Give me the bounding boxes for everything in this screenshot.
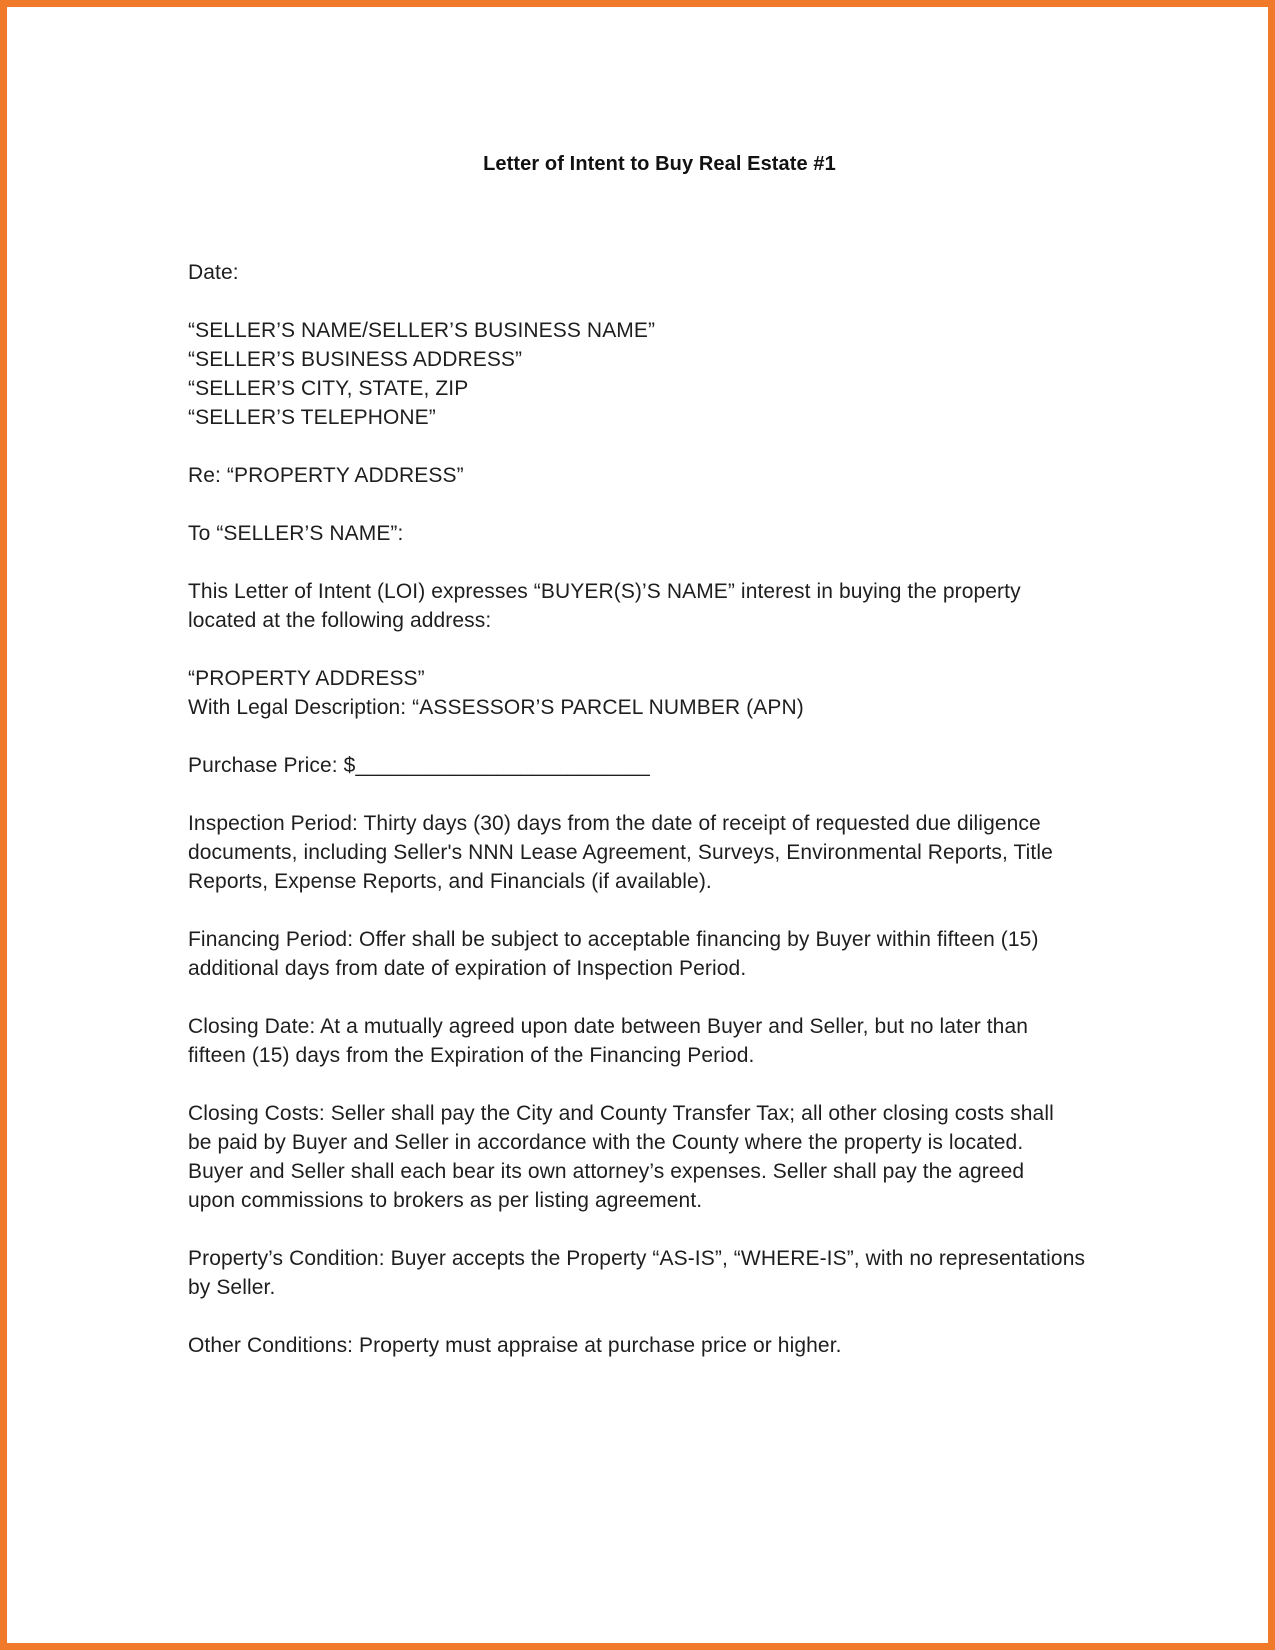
closing-costs-line: upon commissions to brokers as per listing agreement.: [188, 1189, 703, 1212]
other-conditions-line: Other Conditions: Property must appraise at purchase price or higher.: [188, 1334, 842, 1357]
inspection-period-line: documents, including Seller's NNN Lease Agreement, Surveys, Environmental Reports, Title: [188, 841, 1053, 864]
intro-line: This Letter of Intent (LOI) expresses “BUYER(S)’S NAME” interest in buying the property: [188, 580, 1021, 603]
property-address-line: “PROPERTY ADDRESS”: [188, 667, 425, 690]
re-line: Re: “PROPERTY ADDRESS”: [188, 464, 464, 487]
date-label: Date:: [188, 261, 239, 284]
document-title: Letter of Intent to Buy Real Estate #1: [483, 153, 836, 175]
financing-period-line: Financing Period: Offer shall be subject to acceptable financing by Buyer within fifteen (15): [188, 928, 1039, 951]
intro-line: located at the following address:: [188, 609, 492, 632]
financing-period-line: additional days from date of expiration of Inspection Period.: [188, 957, 747, 980]
seller-telephone-line: “SELLER’S TELEPHONE”: [188, 406, 436, 429]
closing-costs-line: Buyer and Seller shall each bear its own attorney’s expenses. Seller shall pay the agreed: [188, 1160, 1025, 1183]
salutation: To “SELLER’S NAME”:: [188, 522, 404, 545]
closing-costs-line: Closing Costs: Seller shall pay the City and County Transfer Tax; all other closing costs shall: [188, 1102, 1054, 1125]
property-condition-line: by Seller.: [188, 1276, 276, 1299]
closing-date-line: Closing Date: At a mutually agreed upon date between Buyer and Seller, but no later than: [188, 1015, 1029, 1038]
inspection-period-line: Inspection Period: Thirty days (30) days from the date of receipt of requested due diligence: [188, 812, 1041, 835]
seller-name-line: “SELLER’S NAME/SELLER’S BUSINESS NAME”: [188, 319, 656, 342]
closing-costs-line: be paid by Buyer and Seller in accordance with the County where the property is located.: [188, 1131, 1024, 1154]
inspection-period-line: Reports, Expense Reports, and Financials (if available).: [188, 870, 712, 893]
property-condition-line: Property’s Condition: Buyer accepts the Property “AS-IS”, “WHERE-IS”, with no representations: [188, 1247, 1086, 1270]
legal-description-line: With Legal Description: “ASSESSOR’S PARCEL NUMBER (APN): [188, 696, 804, 719]
closing-date-line: fifteen (15) days from the Expiration of the Financing Period.: [188, 1044, 755, 1067]
purchase-price-line: Purchase Price: $_________________________: [188, 754, 650, 777]
seller-city-line: “SELLER’S CITY, STATE, ZIP: [188, 377, 469, 400]
seller-address-line: “SELLER’S BUSINESS ADDRESS”: [188, 348, 523, 371]
